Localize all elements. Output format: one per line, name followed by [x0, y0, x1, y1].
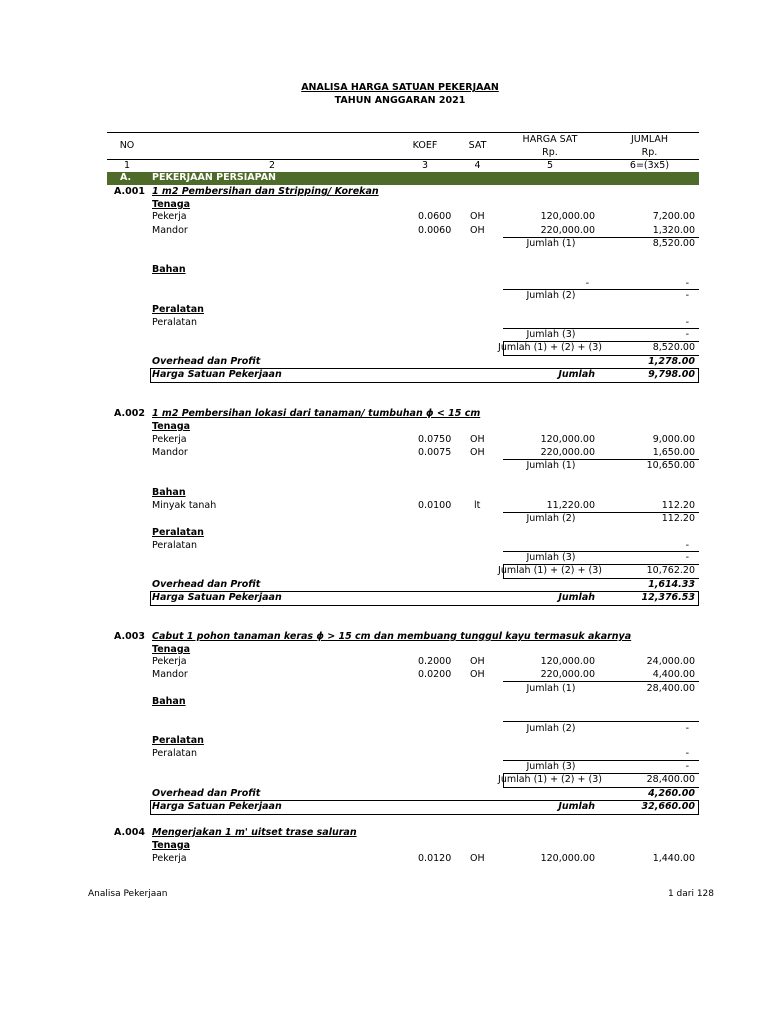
- tenaga-koef: 0.0750: [418, 434, 452, 445]
- page-subtitle: TAHUN ANGGARAN 2021: [334, 95, 466, 106]
- tenaga-jumlah: 24,000.00: [646, 656, 695, 667]
- peralatan-label: Peralatan: [152, 527, 204, 538]
- tenaga-name: Pekerja: [152, 656, 187, 667]
- peralatan-jumlah: -: [685, 317, 689, 328]
- tenaga-sat: OH: [470, 853, 485, 864]
- tenaga-jumlah: 1,320.00: [652, 225, 695, 236]
- item-code: A.003: [114, 631, 145, 642]
- jumlah-3-label: Jumlah (3): [526, 552, 576, 563]
- hsp-label: Harga Satuan Pekerjaan: [152, 592, 282, 603]
- peralatan-name: Peralatan: [152, 540, 197, 551]
- header-harga-sat: HARGA SAT: [522, 134, 578, 145]
- jumlah-1-value: 8,520.00: [652, 238, 695, 249]
- peralatan-label: Peralatan: [152, 735, 204, 746]
- tenaga-sat: OH: [470, 656, 485, 667]
- peralatan-jumlah: -: [685, 540, 689, 551]
- overhead-label: Overhead dan Profit: [152, 579, 261, 590]
- col-number-4: 4: [474, 160, 481, 171]
- overhead-value: 1,614.33: [648, 579, 695, 590]
- tenaga-label: Tenaga: [152, 199, 191, 210]
- col-number-2: 2: [268, 160, 276, 171]
- bahan-jumlah: 112.20: [661, 500, 695, 511]
- col-number-5: 5: [546, 160, 554, 171]
- bahan-harga: -: [585, 278, 589, 289]
- col-number-6: 6=(3x5): [629, 160, 670, 171]
- bahan-jumlah: -: [685, 278, 689, 289]
- header-no: NO: [119, 140, 135, 151]
- jumlah-1-value: 10,650.00: [646, 460, 695, 471]
- tenaga-koef: 0.0060: [418, 225, 452, 236]
- tenaga-label: Tenaga: [152, 644, 191, 655]
- tenaga-name: Mandor: [152, 225, 188, 236]
- tenaga-label: Tenaga: [152, 840, 191, 851]
- jumlah-total-label: Jumlah (1) + (2) + (3): [498, 565, 602, 576]
- jumlah-2-value: 112.20: [661, 513, 695, 524]
- hsp-jumlah-label: Jumlah: [558, 592, 595, 603]
- jumlah-3-label: Jumlah (3): [526, 329, 576, 340]
- bahan-harga: 11,220.00: [546, 500, 595, 511]
- jumlah-2-label: Jumlah (2): [526, 290, 576, 301]
- item-title: 1 m2 Pembersihan lokasi dari tanaman/ tumbuhan ɸ < 15 cm: [152, 408, 481, 419]
- jumlah-2-value: -: [685, 290, 689, 301]
- overhead-label: Overhead dan Profit: [152, 788, 261, 799]
- col-number-1: 1: [123, 160, 131, 171]
- tenaga-jumlah: 1,440.00: [652, 853, 695, 864]
- jumlah-total-label: Jumlah (1) + (2) + (3): [498, 342, 602, 353]
- tenaga-koef: 0.0075: [418, 447, 452, 458]
- overhead-value: 4,260.00: [648, 788, 695, 799]
- footer-page-number: 1 dari 128: [667, 889, 714, 899]
- page-title: ANALISA HARGA SATUAN PEKERJAAN: [301, 82, 499, 93]
- peralatan-name: Peralatan: [152, 748, 197, 759]
- col-number-3: 3: [421, 160, 429, 171]
- item-code: A.004: [114, 827, 145, 838]
- tenaga-name: Pekerja: [152, 211, 187, 222]
- hsp-label: Harga Satuan Pekerjaan: [152, 801, 282, 812]
- bahan-koef: 0.0100: [418, 500, 452, 511]
- tenaga-jumlah: 9,000.00: [652, 434, 695, 445]
- tenaga-jumlah: 4,400.00: [652, 669, 695, 680]
- peralatan-jumlah: -: [685, 748, 689, 759]
- tenaga-name: Mandor: [152, 669, 188, 680]
- tenaga-name: Pekerja: [152, 434, 187, 445]
- bahan-label: Bahan: [152, 264, 186, 275]
- footer-left: Analisa Pekerjaan: [88, 889, 168, 899]
- tenaga-harga: 120,000.00: [540, 211, 595, 222]
- jumlah-1-label: Jumlah (1): [526, 683, 576, 694]
- hsp-jumlah-label: Jumlah: [558, 369, 595, 380]
- section-code: A.: [120, 172, 132, 183]
- header-jumlah: JUMLAH: [630, 134, 669, 145]
- jumlah-1-label: Jumlah (1): [526, 238, 576, 249]
- item-title: Mengerjakan 1 m' uitset trase saluran: [152, 827, 357, 838]
- tenaga-harga: 220,000.00: [540, 669, 595, 680]
- jumlah-2-value: -: [685, 723, 689, 734]
- overhead-value: 1,278.00: [648, 356, 695, 367]
- tenaga-sat: OH: [470, 434, 485, 445]
- tenaga-koef: 0.2000: [418, 656, 452, 667]
- jumlah-total-value: 8,520.00: [652, 342, 695, 353]
- header-koef: KOEF: [412, 140, 438, 151]
- tenaga-harga: 220,000.00: [540, 447, 595, 458]
- bahan-sat: lt: [474, 500, 481, 511]
- item-code: A.001: [114, 186, 145, 197]
- peralatan-name: Peralatan: [152, 317, 197, 328]
- header-harga-rp: Rp.: [542, 147, 558, 158]
- tenaga-label: Tenaga: [152, 421, 191, 432]
- overhead-label: Overhead dan Profit: [152, 356, 261, 367]
- subtotal-rule: [503, 681, 699, 682]
- header-top-rule: [107, 132, 699, 133]
- jumlah-1-value: 28,400.00: [646, 683, 695, 694]
- tenaga-harga: 120,000.00: [540, 434, 595, 445]
- bahan-label: Bahan: [152, 487, 186, 498]
- jumlah-3-value: -: [685, 552, 689, 563]
- tenaga-harga: 120,000.00: [540, 853, 595, 864]
- jumlah-3-value: -: [685, 761, 689, 772]
- item-title: 1 m2 Pembersihan dan Stripping/ Korekan: [152, 186, 379, 197]
- hsp-value: 32,660.00: [641, 801, 695, 812]
- tenaga-jumlah: 7,200.00: [652, 211, 695, 222]
- jumlah-total-value: 28,400.00: [646, 774, 695, 785]
- tenaga-sat: OH: [470, 225, 485, 236]
- jumlah-total-label: Jumlah (1) + (2) + (3): [498, 774, 602, 785]
- tenaga-harga: 120,000.00: [540, 656, 595, 667]
- tenaga-koef: 0.0600: [418, 211, 452, 222]
- tenaga-harga: 220,000.00: [540, 225, 595, 236]
- hsp-value: 9,798.00: [648, 369, 695, 380]
- jumlah-1-label: Jumlah (1): [526, 460, 576, 471]
- bahan-label: Bahan: [152, 696, 186, 707]
- peralatan-label: Peralatan: [152, 304, 204, 315]
- item-title: Cabut 1 pohon tanaman keras ɸ > 15 cm dan membuang tunggul kayu termasuk akarnya: [152, 631, 632, 642]
- jumlah-total-value: 10,762.20: [646, 565, 695, 576]
- tenaga-jumlah: 1,650.00: [652, 447, 695, 458]
- tenaga-koef: 0.0200: [418, 669, 452, 680]
- hsp-label: Harga Satuan Pekerjaan: [152, 369, 282, 380]
- subtotal-rule: [503, 721, 699, 722]
- hsp-value: 12,376.53: [641, 592, 695, 603]
- jumlah-2-label: Jumlah (2): [526, 513, 576, 524]
- tenaga-name: Pekerja: [152, 853, 187, 864]
- tenaga-sat: OH: [470, 211, 485, 222]
- tenaga-name: Mandor: [152, 447, 188, 458]
- header-sat: SAT: [468, 140, 487, 151]
- header-jumlah-rp: Rp.: [641, 147, 658, 158]
- item-code: A.002: [114, 408, 145, 419]
- tenaga-sat: OH: [470, 447, 485, 458]
- jumlah-3-label: Jumlah (3): [526, 761, 576, 772]
- tenaga-koef: 0.0120: [418, 853, 452, 864]
- bahan-name: Minyak tanah: [152, 500, 217, 511]
- jumlah-2-label: Jumlah (2): [526, 723, 576, 734]
- tenaga-sat: OH: [470, 669, 485, 680]
- hsp-jumlah-label: Jumlah: [558, 801, 595, 812]
- section-title: PEKERJAAN PERSIAPAN: [152, 172, 277, 183]
- jumlah-3-value: -: [685, 329, 689, 340]
